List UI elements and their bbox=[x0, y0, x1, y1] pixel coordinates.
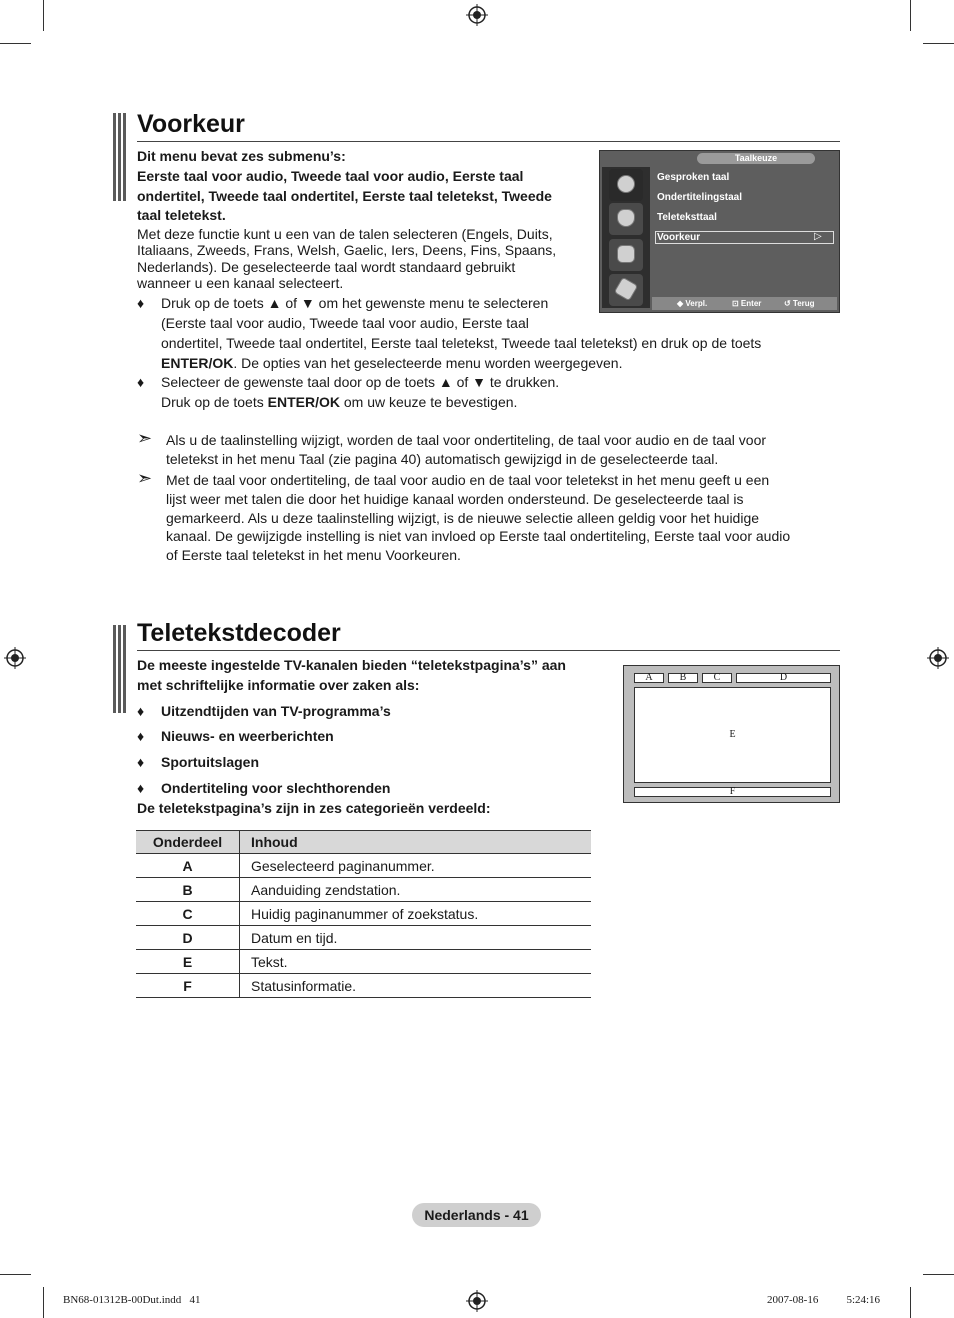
crop-mark bbox=[43, 0, 44, 31]
table-cell-content: Statusinformatie. bbox=[240, 974, 592, 998]
table-cell-content: Tekst. bbox=[240, 950, 592, 974]
section-bar bbox=[113, 625, 116, 713]
osd-item-voorkeur: Voorkeur bbox=[657, 232, 701, 243]
note-arrow-icon: ➣ bbox=[137, 468, 153, 488]
note-line: Als u de taalinstelling wijzigt, worden de taal voor ondertiteling, de taal voor audio en de taal voor bbox=[166, 432, 767, 448]
table-cell-content: Geselecteerd paginanummer. bbox=[240, 854, 592, 878]
bullet-diamond-icon: ♦ bbox=[137, 754, 145, 770]
note-arrow-icon: ➣ bbox=[137, 428, 153, 448]
crop-mark bbox=[923, 43, 954, 44]
osd-footer-back: ↺ Terug bbox=[784, 299, 815, 308]
osd-arrow-right-icon: ▷ bbox=[814, 231, 822, 242]
table-header-row bbox=[136, 831, 591, 854]
osd-item-ondertitelingstaal: Ondertitelingstaal bbox=[657, 192, 743, 203]
table-row bbox=[136, 926, 591, 950]
categories-line: De teletekstpagina’s zijn in zes categorieën verdeeld: bbox=[137, 800, 491, 816]
osd-item-gesproken-taal: Gesproken taal bbox=[657, 172, 730, 183]
crop-mark bbox=[0, 43, 31, 44]
bullet-text: Uitzendtijden van TV-programma’s bbox=[161, 703, 391, 719]
section-bar bbox=[118, 113, 121, 201]
bullet-text: Druk op de toets bbox=[161, 394, 268, 410]
bullet-text: Nieuws- en weerberichten bbox=[161, 728, 334, 744]
intro-line: ondertitel, Tweede taal ondertitel, Eerste taal teletekst, Tweede bbox=[137, 188, 552, 204]
bullet-item bbox=[137, 726, 537, 746]
table-cell-content: Aanduiding zendstation. bbox=[240, 878, 592, 902]
table-row bbox=[136, 950, 591, 974]
osd-footer-move: ◆ Verpl. bbox=[677, 299, 708, 308]
crop-mark bbox=[923, 1274, 954, 1275]
enter-ok-key: ENTER/OK bbox=[267, 394, 340, 410]
bullet-text: Ondertiteling voor slechthorenden bbox=[161, 780, 391, 796]
registration-mark-icon bbox=[927, 647, 949, 669]
osd-icon-column bbox=[602, 167, 650, 308]
bullet-line: (Eerste taal voor audio, Tweede taal voor audio, Eerste taal bbox=[161, 315, 529, 331]
table-cell-part: E bbox=[136, 950, 240, 974]
footer-file-name: BN68-01312B-00Dut.indd 41 bbox=[63, 1294, 201, 1306]
antenna-icon bbox=[609, 203, 643, 235]
table-row bbox=[136, 974, 591, 998]
bullet-diamond-icon: ♦ bbox=[137, 703, 145, 719]
bullet-diamond-icon: ♦ bbox=[137, 374, 145, 390]
bullet-line: Druk op de toets ▲ of ▼ om het gewenste menu te selecteren bbox=[161, 295, 549, 311]
remote-icon bbox=[609, 274, 643, 306]
crop-mark bbox=[910, 1287, 911, 1318]
bullet-diamond-icon: ♦ bbox=[137, 728, 145, 744]
table-cell-content: Huidig paginanummer of zoekstatus. bbox=[240, 902, 592, 926]
table-cell-part: B bbox=[136, 878, 240, 902]
intro-line: taal teletekst. bbox=[137, 207, 226, 223]
table-cell-part: F bbox=[136, 974, 240, 998]
title-rule bbox=[137, 141, 840, 142]
page-label: Nederlands - 41 bbox=[412, 1203, 541, 1227]
crop-mark bbox=[43, 1287, 44, 1318]
section-bar bbox=[123, 625, 126, 713]
crop-mark bbox=[910, 0, 911, 31]
bullet-item bbox=[137, 701, 537, 721]
osd-footer bbox=[652, 297, 837, 310]
body-line: Italiaans, Zweeds, Frans, Welsh, Gaelic, Iers, Deens, Fins, Spaans, bbox=[137, 242, 557, 258]
table-cell-part: D bbox=[136, 926, 240, 950]
note-line: Met de taal voor ondertiteling, de taal voor audio en de taal voor teletekst in het menu geeft u een bbox=[166, 472, 770, 488]
bullet-item bbox=[137, 778, 537, 798]
body-line: wanneer u een kanaal selecteert. bbox=[137, 275, 344, 291]
intro-line: Eerste taal voor audio, Tweede taal voor audio, Eerste taal bbox=[137, 168, 524, 184]
intro-line: De meeste ingestelde TV-kanalen bieden “teletekstpagina’s” aan bbox=[137, 657, 566, 673]
gear-icon bbox=[609, 239, 643, 271]
bullet-line bbox=[161, 353, 622, 373]
footer-date: 2007-08-16 ￿￿ 5:24:16 bbox=[767, 1294, 881, 1306]
satellite-dish-icon bbox=[609, 169, 643, 201]
osd-title: Taalkeuze bbox=[697, 153, 815, 164]
section-bar bbox=[118, 625, 121, 713]
diagram-label-a: A bbox=[634, 673, 664, 683]
bullet-line: ondertitel, Tweede taal ondertitel, Eerste taal teletekst, Tweede taal teletekst) en druk op de toets bbox=[161, 335, 762, 351]
crop-mark bbox=[0, 1274, 31, 1275]
body-line: Nederlands). De geselecteerde taal wordt standaard gebruikt bbox=[137, 259, 516, 275]
column-header-onderdeel: Onderdeel bbox=[136, 831, 240, 854]
osd-footer-enter: ⊡ Enter bbox=[732, 299, 762, 308]
note-line: lijst weer met talen die door het huidige kanaal worden ondersteund. De geselecteerde taal is bbox=[166, 491, 744, 507]
table-row bbox=[136, 854, 591, 878]
body-line: Met deze functie kunt u een van de talen selecteren (Engels, Duits, bbox=[137, 226, 553, 242]
intro-line: Dit menu bevat zes submenu’s: bbox=[137, 148, 346, 164]
section-title-teletekstdecoder: Teletekstdecoder bbox=[137, 619, 341, 647]
bullet-diamond-icon: ♦ bbox=[137, 780, 145, 796]
bullet-line: Selecteer de gewenste taal door op de toets ▲ of ▼ te drukken. bbox=[161, 374, 560, 390]
table-cell-content: Datum en tijd. bbox=[240, 926, 592, 950]
bullet-text: om uw keuze te bevestigen. bbox=[339, 394, 518, 410]
section-bar bbox=[123, 113, 126, 201]
note-line: kanaal. De gewijzigde instelling is niet van invloed op Eerste taal ondertiteling, Eerste taal voor audio bbox=[166, 528, 791, 544]
diagram-label-f: F bbox=[634, 787, 831, 797]
intro-line: met schriftelijke informatie over zaken als: bbox=[137, 677, 420, 693]
diagram-label-b: B bbox=[668, 673, 698, 683]
diagram-label-d: D bbox=[736, 673, 831, 683]
column-header-inhoud: Inhoud bbox=[240, 831, 592, 854]
diagram-label-c: C bbox=[702, 673, 732, 683]
note-line: teletekst in het menu Taal (zie pagina 40) automatisch gewijzigd in de geselecteerde taal. bbox=[166, 451, 719, 467]
table-cell-part: C bbox=[136, 902, 240, 926]
table-cell-part: A bbox=[136, 854, 240, 878]
registration-mark-icon bbox=[466, 4, 488, 26]
section-bar bbox=[113, 113, 116, 201]
registration-mark-icon bbox=[466, 1290, 488, 1312]
enter-ok-key: ENTER/OK bbox=[161, 355, 234, 371]
teletext-diagram bbox=[623, 665, 840, 803]
bullet-text: Sportuitslagen bbox=[161, 754, 260, 770]
bullet-item bbox=[137, 372, 817, 412]
bullet-line bbox=[161, 392, 517, 412]
bullet-item bbox=[137, 752, 537, 772]
note-line: gemarkeerd. Als u deze taalinstelling wijzigt, is de nieuwe selectie alleen geldig voor het huidige bbox=[166, 510, 760, 526]
table-row bbox=[136, 878, 591, 902]
note-line: of Eerste taal teletekst in het menu Voorkeuren. bbox=[166, 547, 461, 563]
osd-item-teleteksttaal: Teleteksttaal bbox=[657, 212, 717, 223]
registration-mark-icon bbox=[4, 647, 26, 669]
teletext-parts-table bbox=[136, 830, 591, 998]
section-title-voorkeur: Voorkeur bbox=[137, 110, 245, 138]
table-row bbox=[136, 902, 591, 926]
title-rule bbox=[137, 650, 840, 651]
bullet-diamond-icon: ♦ bbox=[137, 295, 145, 311]
bullet-text: . De opties van het geselecteerde menu worden weergegeven. bbox=[233, 355, 623, 371]
diagram-label-e: E bbox=[634, 687, 831, 783]
osd-menu-screenshot bbox=[599, 150, 840, 313]
